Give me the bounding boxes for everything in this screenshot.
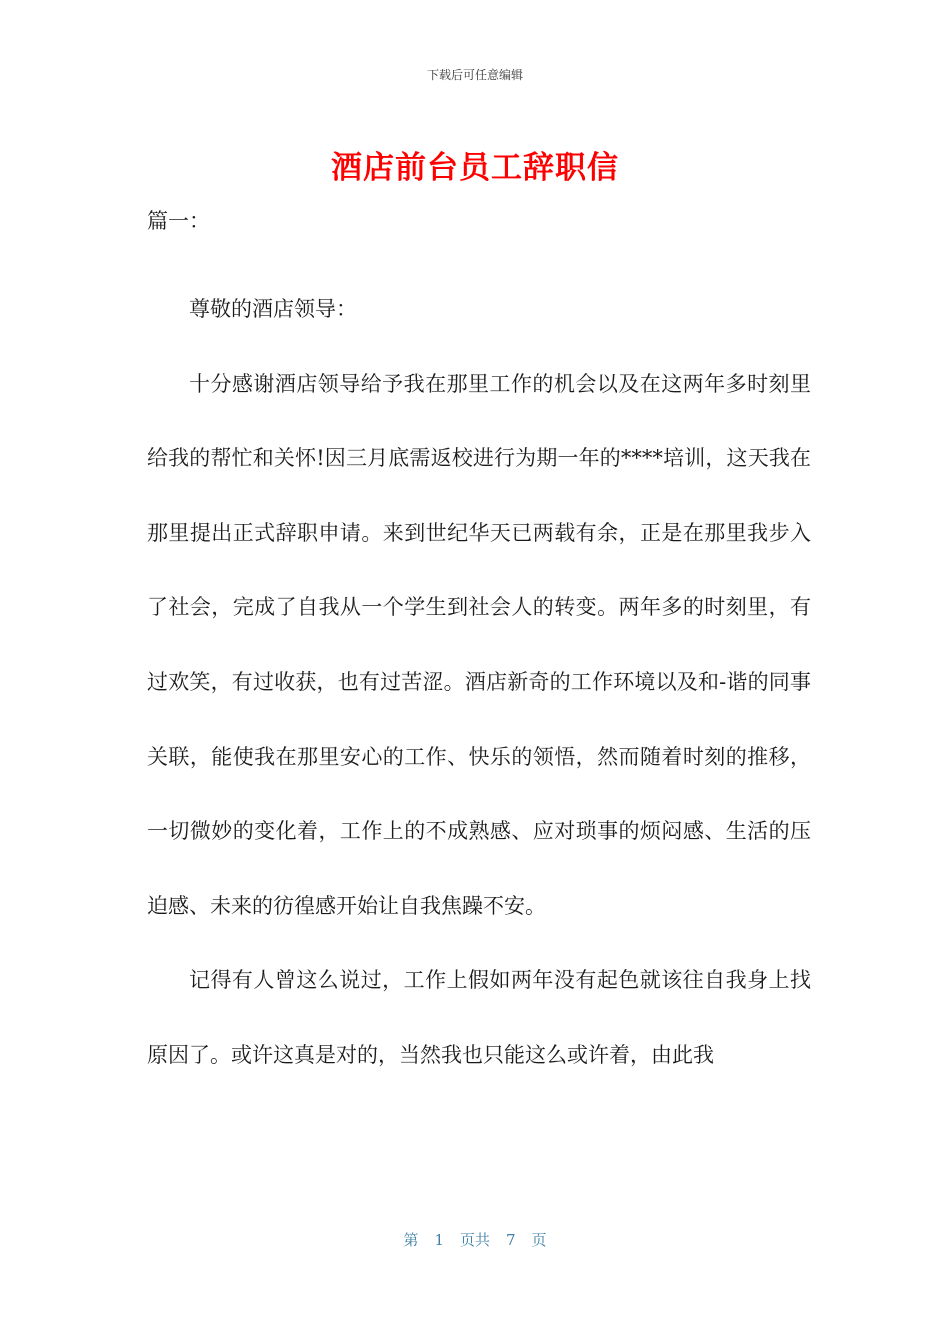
footer-suffix: 页 — [531, 1231, 547, 1249]
section-label: 篇一： — [147, 209, 210, 233]
paragraph-1: 十分感谢酒店领导给予我在那里工作的机会以及在这两年多时刻里给我的帮忙和关怀!因三月底需返校进行为期一年的****培训，这天我在那里提出正式辞职申请。来到世纪华天已两载有余，正是在那里我步入了社会，完成了自我从一个学生到社会人的转变。两年多的时刻里，有过欢笑，有过收获，也有过苦涩。酒店新奇的工作环境以及和-谐的同事关联，能使我在那里安心的工作、快乐的领悟，然而随着时刻的推移，一切微妙的变化着，工作上的不成熟感、应对琐事的烦闷感、生活的压迫感、未来的彷徨感开始让自我焦躁不安。 — [147, 371, 811, 918]
page-footer — [0, 1229, 950, 1250]
footer-prefix: 第 — [403, 1231, 419, 1249]
paragraph-2: 记得有人曾这么说过，工作上假如两年没有起色就该往自我身上找原因了。或许这真是对的，当然我也只能这么或许着，由此我 — [147, 968, 811, 1067]
letter-body — [147, 272, 811, 1093]
footer-middle: 页共 — [459, 1231, 490, 1249]
salutation: 尊敬的酒店领导： — [189, 297, 357, 321]
header-note: 下载后可任意编辑 — [426, 68, 523, 82]
document-title: 酒店前台员工辞职信 — [331, 150, 619, 186]
footer-current-page: 1 — [434, 1231, 444, 1249]
footer-total-pages: 7 — [506, 1231, 516, 1249]
